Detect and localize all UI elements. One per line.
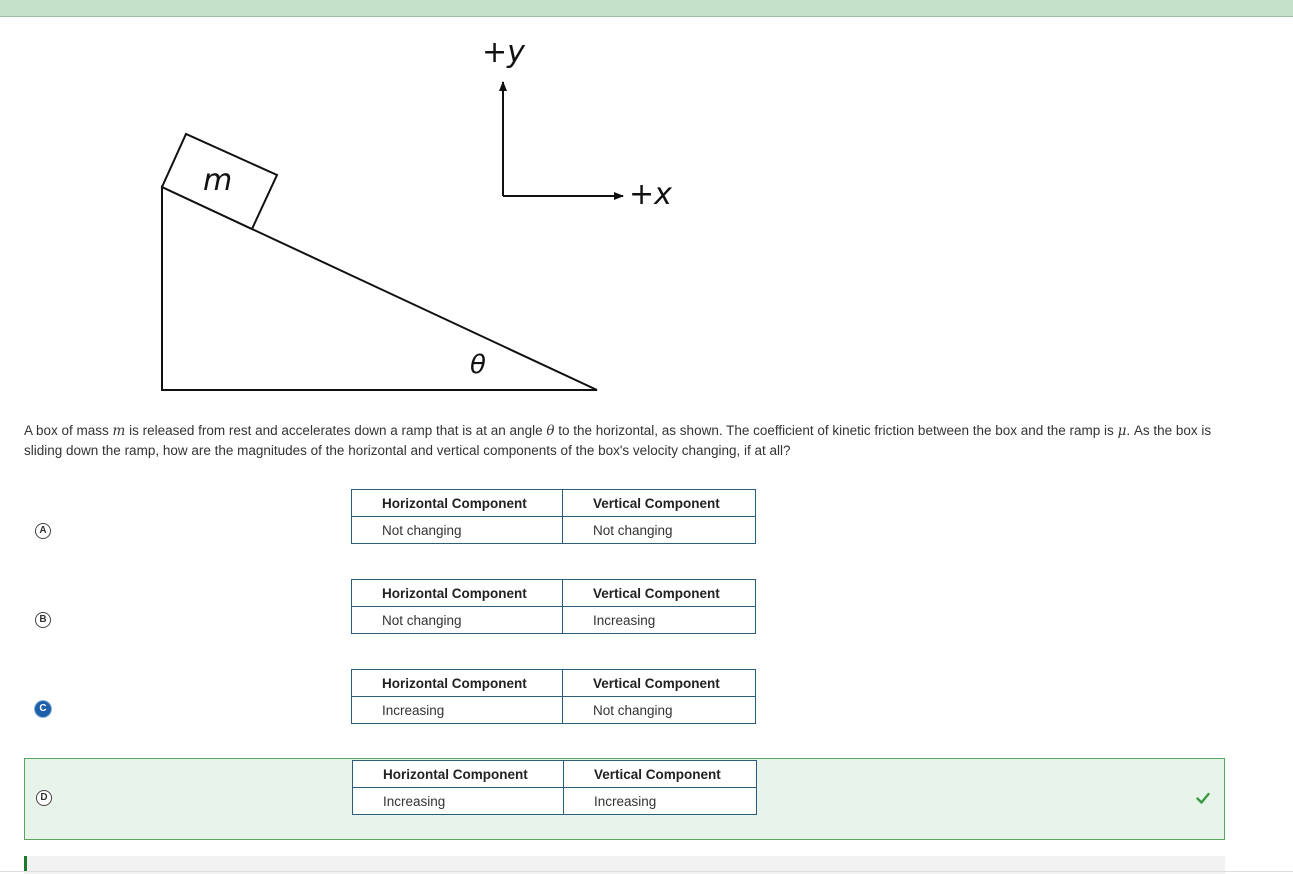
question-text	[24, 421, 1234, 461]
col-header-vertical: Vertical Component	[563, 490, 756, 517]
col-header-horizontal: Horizontal Component	[352, 580, 563, 607]
vertical-value: Not changing	[563, 697, 756, 724]
vertical-value: Increasing	[563, 607, 756, 634]
horizontal-value: Not changing	[352, 517, 563, 544]
choice-d[interactable]	[24, 758, 1225, 840]
col-header-vertical: Vertical Component	[563, 670, 756, 697]
check-icon	[1196, 791, 1210, 805]
choice-c[interactable]	[24, 661, 1225, 743]
horizontal-value: Increasing	[352, 697, 563, 724]
choice-letter-d[interactable]: D	[36, 790, 52, 806]
question-part-4: . As the box is sliding down the ramp, how are the magnitudes of the horizontal and vertical components of the box's velocity changing, if at all?	[24, 423, 1212, 458]
angle-label: θ	[470, 350, 486, 380]
col-header-horizontal: Horizontal Component	[353, 761, 564, 788]
ramp-figure	[0, 0, 1293, 410]
choice-letter-c[interactable]: C	[35, 701, 51, 717]
col-header-vertical: Vertical Component	[563, 580, 756, 607]
horizontal-value: Not changing	[352, 607, 563, 634]
horizontal-value: Increasing	[353, 788, 564, 815]
explanation-accent-marker	[24, 856, 27, 872]
choice-b-table	[351, 579, 756, 634]
choice-c-table	[351, 669, 756, 724]
question-part-1: A box of mass	[24, 423, 113, 438]
variable-m: m	[112, 423, 126, 439]
choice-letter-b[interactable]: B	[35, 612, 51, 628]
mass-label: m	[203, 163, 233, 198]
choice-a[interactable]	[24, 481, 1225, 563]
vertical-value: Not changing	[563, 517, 756, 544]
choice-b[interactable]	[24, 571, 1225, 653]
variable-theta: θ	[546, 423, 555, 439]
choice-a-table	[351, 489, 756, 544]
col-header-horizontal: Horizontal Component	[352, 490, 563, 517]
variable-mu: μ	[1117, 423, 1127, 439]
col-header-vertical: Vertical Component	[564, 761, 757, 788]
page-bottom-divider	[0, 871, 1293, 872]
choice-letter-a[interactable]: A	[35, 523, 51, 539]
question-part-3: to the horizontal, as shown. The coefficient of kinetic friction between the box and the ramp is	[554, 423, 1118, 438]
vertical-value: Increasing	[564, 788, 757, 815]
question-part-2: is released from rest and accelerates down a ramp that is at an angle	[125, 423, 547, 438]
col-header-horizontal: Horizontal Component	[352, 670, 563, 697]
choice-d-table	[352, 760, 757, 815]
y-axis-label: +y	[482, 35, 525, 70]
x-axis-label: +x	[629, 177, 672, 212]
